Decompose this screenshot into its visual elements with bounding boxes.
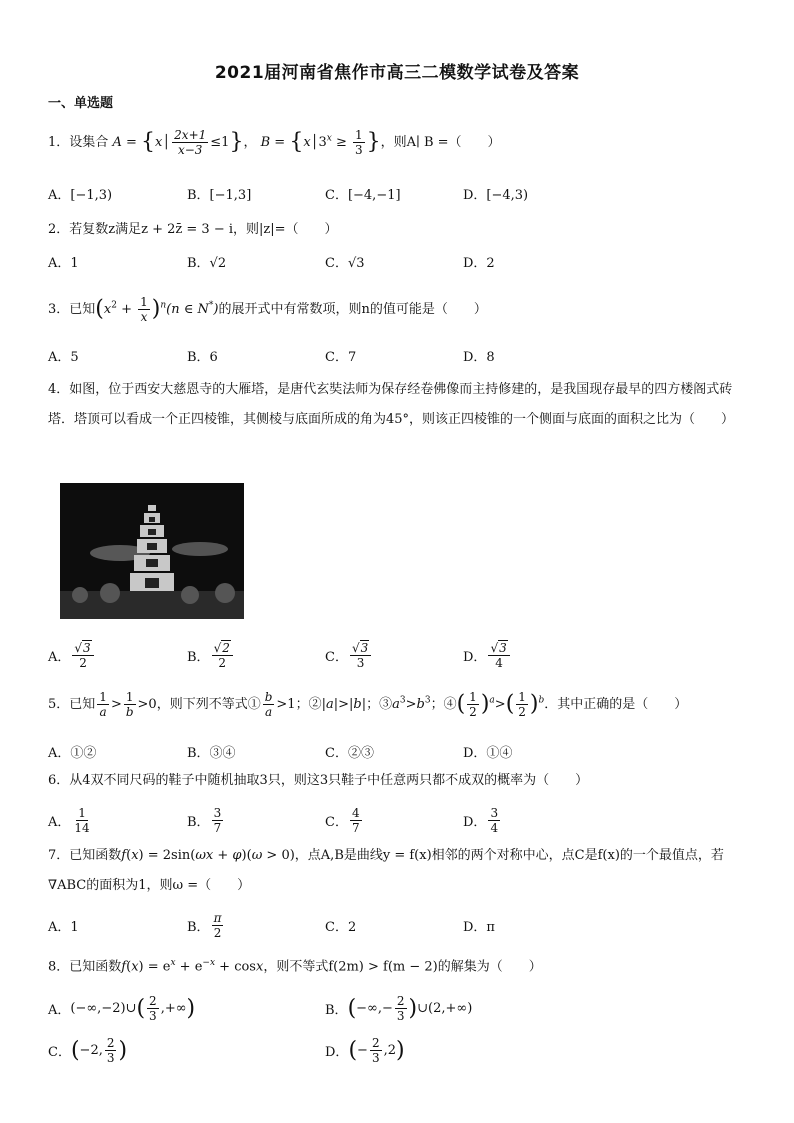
q8-c-label: C． <box>48 1044 71 1060</box>
q3-text: 的展开式中有常数项，则n的值可能是（ ） <box>218 302 487 317</box>
q8-text: ，则不等式f(2m) > f(m − 2)的解集为（ ） <box>263 959 542 975</box>
q4-option-c[interactable]: C． $\frac{√3}{3}$ <box>325 635 373 675</box>
q8-a-label: A． <box>48 1002 71 1018</box>
q2-option-a[interactable]: A．1 <box>48 255 79 271</box>
q6-options <box>48 800 748 840</box>
q7-option-c[interactable]: C．2 <box>325 919 357 935</box>
q1-number: 1． <box>48 135 70 150</box>
question-3: 3．已知($x^2$ + $\frac{1}{x}$ )$^n$(n ∈ N*)的展开式中有常数项，则n的值可能是（ ） <box>48 295 487 324</box>
q3-options <box>48 340 748 370</box>
q6-number: 6． <box>48 773 70 788</box>
q8-number: 8． <box>48 959 70 975</box>
q8-option-a[interactable]: A． (−∞,−2)∪ ( $\frac{2}{3}$ ,+∞ ) <box>48 993 196 1023</box>
q3-option-a[interactable]: A．5 <box>48 349 79 365</box>
question-6 <box>48 771 588 791</box>
q4-text: 如图，位于西安大慈恩寺的大雁塔，是唐代玄奘法师为保存经卷佛像而主持修建的，是我国现存最早的四方楼阁式砖塔．塔顶可以看成一个正四棱锥，其侧棱与底面所成的角为45°，则该正四棱锥的一个侧面与底面的面积之比为（ ） <box>48 382 735 427</box>
q3-option-c[interactable]: C．7 <box>325 349 357 365</box>
q6-option-b[interactable]: B． $\frac{3}{7}$ <box>187 805 222 835</box>
q4-c-label: C． <box>325 649 348 665</box>
q8-option-d[interactable]: D． ( − $\frac{2}{3}$ ,2 ) <box>325 1035 405 1065</box>
q4-options <box>48 635 748 675</box>
q6-text: 从4双不同尺码的鞋子中随机抽取3只，则这3只鞋子中任意两只都不成双的概率为（ ） <box>69 773 589 788</box>
q7-option-b[interactable]: B． $\frac{\pi}{2}$ <box>187 910 222 940</box>
q7-b-label: B． <box>187 919 210 935</box>
q1-option-a[interactable]: A．[−1,3) <box>48 187 113 203</box>
q5-option-d[interactable]: D．①④ <box>463 745 513 761</box>
q2-options <box>48 246 748 276</box>
q2-option-c[interactable]: C．√3 <box>325 255 365 271</box>
q4-option-b[interactable]: B． $\frac{√2}{2}$ <box>187 635 235 675</box>
section-heading: 一、单选题 <box>48 96 114 111</box>
q7-option-d[interactable]: D．π <box>463 919 495 935</box>
q8-b-label: B． <box>325 1002 348 1018</box>
q6-option-a[interactable]: A． $\frac{1}{14}$ <box>48 805 90 835</box>
q2-number: 2． <box>48 222 70 237</box>
q1-option-b[interactable]: B．[−1,3] <box>187 187 252 203</box>
q2-option-d[interactable]: D．2 <box>463 255 495 271</box>
question-8: 8．已知函数$f(x) = e^x + e^{-x} + \cos x$，则不等式f(2m) > f(m − 2)的解集为（ ） <box>48 958 542 975</box>
q4-number: 4． <box>48 382 70 397</box>
question-2 <box>48 220 338 240</box>
q1-option-c[interactable]: C．[−4,−1] <box>325 187 401 203</box>
q6-option-d[interactable]: D． $\frac{3}{4}$ <box>463 805 499 835</box>
q6-d-label: D． <box>463 814 487 830</box>
q1-tail: ，则A∣ B =（ ） <box>380 135 501 150</box>
q6-a-label: A． <box>48 814 71 830</box>
q1-option-d[interactable]: D．[−4,3) <box>463 187 529 203</box>
q8-d-label: D． <box>325 1044 349 1060</box>
q8-option-b[interactable]: B． ( −∞,− $\frac{2}{3}$ ) ∪(2,+∞) <box>325 993 473 1023</box>
q5-tail: ．其中正确的是（ ） <box>544 697 688 712</box>
q5-options <box>48 736 748 766</box>
question-5: 5．已知 $\frac{1}{a}$ > $\frac{1}{b}$ >0，则下列不等式① $\frac{b}{a}$ >1；②|a|>|b|；$③a^3>b^3$；④( $\frac{1}{2}$ )$^a$>( $\frac{1}{2}$ )$^b$．其中正确的是（ ） <box>48 690 688 719</box>
q5-text: ，则下列不等式① <box>156 697 261 712</box>
q2-text: 若复数z满足z + 2z̄ = 3 − i，则|z|=（ ） <box>69 222 338 237</box>
q5-option-c[interactable]: C．②③ <box>325 745 374 761</box>
q1-text: 设集合 <box>69 135 109 150</box>
q8-options-row1 <box>48 988 748 1028</box>
q4-a-label: A． <box>48 649 71 665</box>
q7-option-a[interactable]: A．1 <box>48 919 79 935</box>
q4-option-d[interactable]: D． $\frac{√3}{4}$ <box>463 635 512 675</box>
question-1: 1．设集合 A = {x│ $\frac{2x+1}{x-3}$ ≤1}， $B = \{x│3^x$ ≥ $\frac{1}{3}$ }，则A∣ B =（ ） <box>48 128 501 157</box>
pagoda-image <box>60 483 244 619</box>
q3-number: 3． <box>48 302 70 317</box>
q4-option-a[interactable]: A． $\frac{√3}{2}$ <box>48 635 96 675</box>
exam-title: 2021届河南省焦作市高三二模数学试卷及答案 <box>214 63 580 83</box>
q7-text: ，点A,B是曲线y = f(x)相邻的两个对称中心，点C是f(x)的一个最值点，若∇ABC的面积为1，则ω =（ ） <box>48 848 724 893</box>
q5-option-b[interactable]: B．③④ <box>187 745 236 761</box>
q4-b-label: B． <box>187 649 210 665</box>
q2-option-b[interactable]: B．√2 <box>187 255 227 271</box>
question-4 <box>48 375 748 435</box>
q6-b-label: B． <box>187 814 210 830</box>
q6-option-c[interactable]: C． $\frac{4}{7}$ <box>325 805 360 835</box>
q6-c-label: C． <box>325 814 348 830</box>
q1-options <box>48 178 748 208</box>
q8-option-c[interactable]: C． ( −2, $\frac{2}{3}$ ) <box>48 1035 128 1065</box>
q5-number: 5． <box>48 697 70 712</box>
q3-option-b[interactable]: B．6 <box>187 349 218 365</box>
q3-option-d[interactable]: D．8 <box>463 349 495 365</box>
question-7: 7．已知函数f(x) = 2sin(ωx + φ)(ω > 0)，点A,B是曲线y = f(x)相邻的两个对称中心，点C是f(x)的一个最值点，若∇ABC的面积为1，则ω =（ ） <box>48 848 724 893</box>
q5-option-a[interactable]: A．①② <box>48 745 97 761</box>
pagoda-photo <box>60 483 244 619</box>
q7-options <box>48 905 748 945</box>
q7-number: 7． <box>48 848 70 863</box>
q4-d-label: D． <box>463 649 487 665</box>
q8-options-row2 <box>48 1030 748 1070</box>
